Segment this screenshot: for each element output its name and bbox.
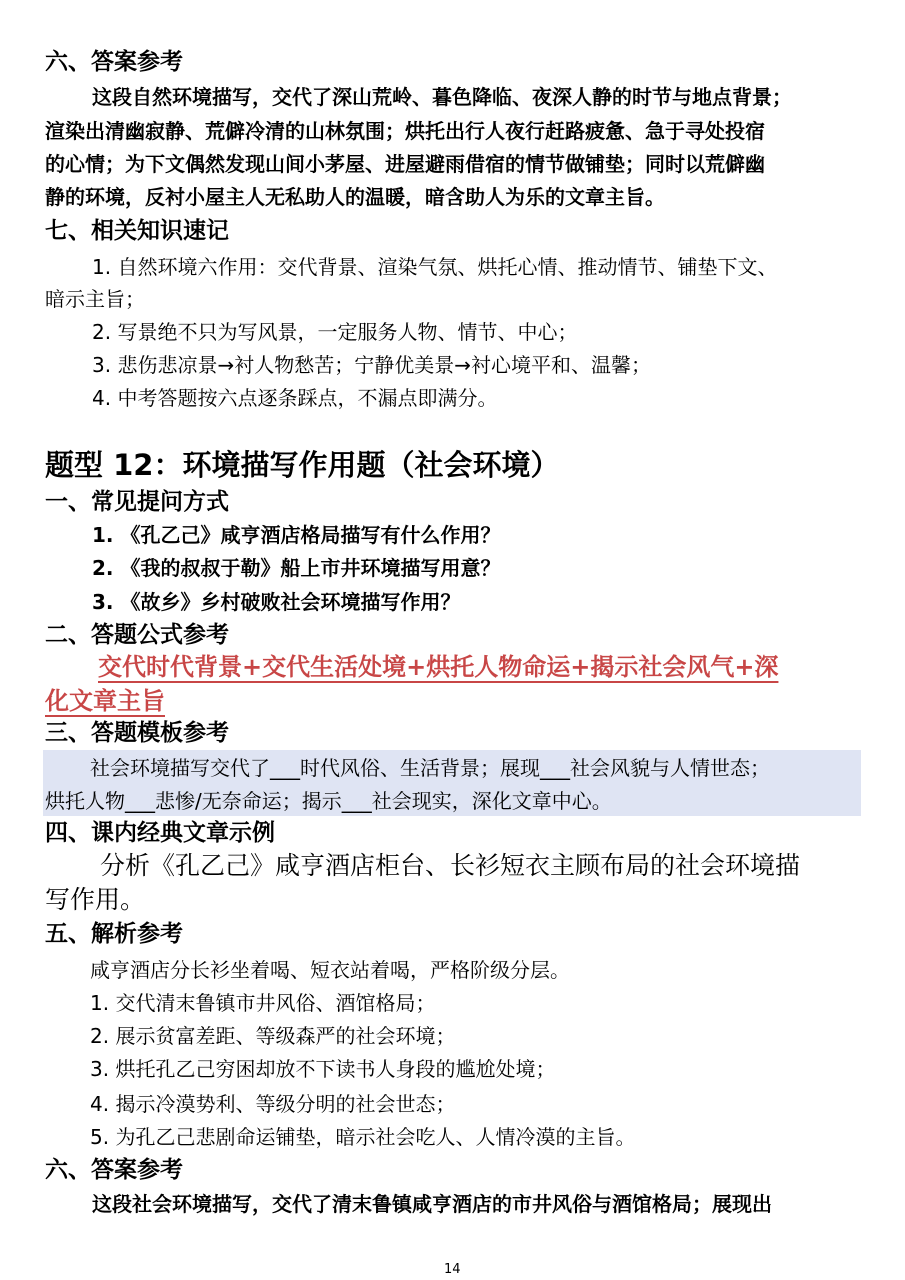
classic-example-heading: 四、课内经典文章示例 [45,820,275,846]
template-line: 烘托人物___悲惨/无奈命运；揭示___社会现实，深化文章中心。 [45,789,612,813]
formula-line: 化文章主旨 [45,686,165,715]
question-item: 1. 《孔乙己》咸亨酒店格局描写有什么作用？ [92,523,501,547]
topic-title: 题型 12：环境描写作用题（社会环境） [45,448,560,482]
formula-heading: 二、答题公式参考 [45,622,229,648]
template-heading: 三、答题模板参考 [45,720,229,746]
analysis-item: 1. 交代清末鲁镇市井风俗、酒馆格局； [90,991,436,1015]
answer-reference-heading: 六、答案参考 [45,49,183,75]
question-item: 2. 《我的叔叔于勒》船上市井环境描写用意？ [92,556,501,580]
question-types-heading: 一、常见提问方式 [45,489,229,515]
knowledge-item: 4. 中考答题按六点逐条踩点，不漏点即满分。 [92,386,498,410]
analysis-item: 3. 烘托孔乙己穷困却放不下读书人身段的尴尬处境； [90,1057,556,1081]
question-item: 3. 《故乡》乡村破败社会环境描写作用？ [92,590,461,614]
knowledge-heading: 七、相关知识速记 [45,218,229,244]
formula-line: 交代时代背景+交代生活处境+烘托人物命运+揭示社会风气+深 [98,652,779,681]
analysis-line: 咸亨酒店分长衫坐着喝、短衣站着喝，严格阶级分层。 [90,958,570,982]
knowledge-item: 3. 悲伤悲凉景→衬人物愁苦；宁静优美景→衬心境平和、温馨； [92,353,651,377]
paragraph-line: 渲染出清幽寂静、荒僻冷清的山林氛围；烘托出行人夜行赶路疲惫、急于寻处投宿 [45,119,765,143]
template-line: 社会环境描写交代了___时代风俗、生活背景；展现___社会风貌与人情世态； [90,756,770,780]
answer-reference-heading: 六、答案参考 [45,1157,183,1183]
analysis-item: 4. 揭示冷漠势利、等级分明的社会世态； [90,1092,456,1116]
paragraph-line: 这段自然环境描写，交代了深山荒岭、暮色降临、夜深人静的时节与地点背景； [92,85,792,109]
knowledge-item: 2. 写景绝不只为写风景，一定服务人物、情节、中心； [92,320,578,344]
analysis-item: 5. 为孔乙己悲剧命运铺垫，暗示社会吃人、人情冷漠的主旨。 [90,1125,636,1149]
paragraph-line: 的心情；为下文偶然发现山间小茅屋、进屋避雨借宿的情节做铺垫；同时以荒僻幽 [45,152,765,176]
page-number: 14 [444,1262,461,1277]
analysis-item: 2. 展示贫富差距、等级森严的社会环境； [90,1024,456,1048]
knowledge-item: 1. 自然环境六作用：交代背景、渲染气氛、烘托心情、推动情节、铺垫下文、 [92,255,778,279]
analysis-heading: 五、解析参考 [45,921,183,947]
example-line: 写作用。 [45,885,146,914]
knowledge-item: 暗示主旨； [45,287,145,311]
paragraph-line: 这段社会环境描写，交代了清末鲁镇咸亨酒店的市井风俗与酒馆格局；展现出 [92,1192,772,1216]
paragraph-line: 静的环境，反衬小屋主人无私助人的温暖，暗含助人为乐的文章主旨。 [45,185,665,209]
example-line: 分析《孔乙己》咸亨酒店柜台、长衫短衣主顾布局的社会环境描 [100,851,801,880]
